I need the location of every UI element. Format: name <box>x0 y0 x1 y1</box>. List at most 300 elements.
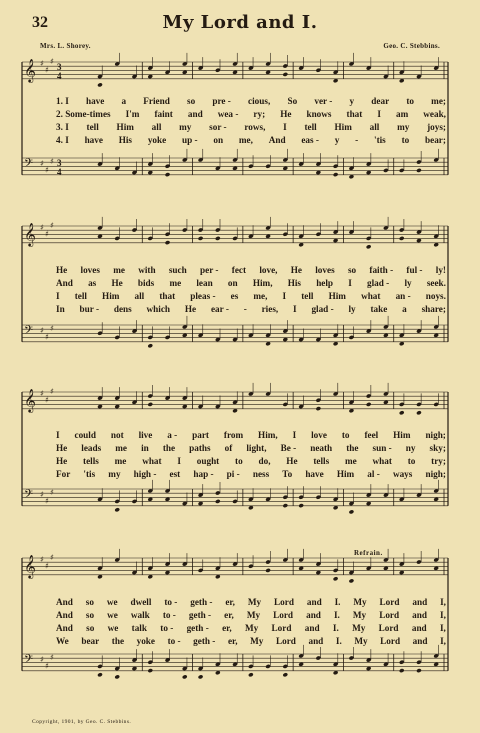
lyric-syllable: geth - <box>193 636 216 646</box>
lyric-syllable: His <box>287 278 301 288</box>
lyric-syllable: what <box>142 456 162 466</box>
key-sharp: ♯ <box>45 229 49 239</box>
lyric-syllable: ness <box>252 469 270 479</box>
key-sharp: ♯ <box>50 56 54 66</box>
lyric-syllable: me <box>344 456 357 466</box>
lyric-syllable: hap - <box>193 469 214 479</box>
note-head <box>298 503 304 508</box>
lyric-syllable: faith - <box>369 265 394 275</box>
note-head <box>416 668 422 673</box>
lyric-syllable: me <box>114 456 127 466</box>
lyric-syllable: I. <box>332 623 339 633</box>
note-head <box>114 507 120 512</box>
note-head <box>198 674 204 679</box>
lyric-syllable: dear <box>371 96 390 106</box>
lyric-syllable: walk <box>130 610 150 620</box>
lyric-syllable: to - <box>164 597 178 607</box>
lyric-syllable: 2. Some-times <box>56 109 111 119</box>
lyric-syllable: Him <box>393 430 411 440</box>
lyric-syllable: to - <box>162 610 176 620</box>
lyric-syllable: so <box>86 623 95 633</box>
lyric-syllable: Him <box>328 291 346 301</box>
lyric-syllable: My <box>354 636 368 646</box>
lyric-syllable: I <box>348 278 352 288</box>
lyric-syllable: 3. I <box>56 122 69 132</box>
lyric-syllable: to <box>235 456 243 466</box>
note-head <box>215 499 221 504</box>
lyric-syllable: For <box>56 469 71 479</box>
lyric-syllable: He <box>290 265 302 275</box>
lyric-syllable: me, <box>238 135 253 145</box>
lyric-syllable: bear <box>81 636 100 646</box>
lyric-syllable: er, <box>222 623 232 633</box>
lyric-syllable: and <box>412 610 427 620</box>
lyric-syllable: My <box>246 610 261 620</box>
lyric-syllable: help <box>316 278 334 288</box>
lyric-syllable: tell <box>301 291 314 301</box>
lyric-verse-4 <box>56 468 446 481</box>
note-head <box>97 672 103 677</box>
lyric-syllable: leads <box>81 443 102 453</box>
lyric-syllable: the <box>162 443 176 453</box>
lyric-syllable: ly <box>348 304 356 314</box>
lyric-verse-4 <box>56 134 446 147</box>
note-head <box>366 402 372 407</box>
key-sharp: ♯ <box>40 555 44 564</box>
key-sharp: ♯ <box>45 165 49 175</box>
note-head <box>349 509 355 514</box>
page-number: 32 <box>32 14 48 31</box>
lyric-syllable: I, <box>440 610 446 620</box>
lyric-syllable: I. <box>333 610 340 620</box>
note-head <box>114 674 120 679</box>
lyric-syllable: And <box>268 135 286 145</box>
lyric-syllable: on <box>213 135 224 145</box>
lyric-syllable: Him <box>116 122 134 132</box>
note-head <box>282 72 288 77</box>
lyric-syllable: noys. <box>425 291 446 301</box>
lyric-syllable: 4. I <box>56 135 69 145</box>
lyrics-system-3 <box>56 429 446 481</box>
lyric-syllable: pre - <box>212 96 231 106</box>
lyric-syllable: In <box>56 304 65 314</box>
lyric-syllable: er, <box>224 610 234 620</box>
lyric-syllable: my <box>397 122 410 132</box>
lyric-syllable: an - <box>395 291 411 301</box>
lyric-syllable: we <box>107 623 119 633</box>
lyric-syllable: Him, <box>252 278 273 288</box>
lyric-syllable: est <box>169 469 181 479</box>
lyric-verse-2 <box>56 108 446 121</box>
lyric-syllable: feel <box>364 430 379 440</box>
lyric-syllable: I. <box>335 636 342 646</box>
note-head <box>265 568 271 573</box>
lyric-syllable: me, <box>253 291 268 301</box>
lyric-syllable: glad - <box>311 304 334 314</box>
key-sharp: ♯ <box>50 488 54 498</box>
treble-clef: 𝄞 <box>24 222 36 246</box>
key-sharp: ♯ <box>40 389 44 398</box>
bass-clef: 𝄢 <box>24 488 34 504</box>
key-sharp: ♯ <box>45 65 49 75</box>
lyric-syllable: so <box>347 265 357 275</box>
note-head <box>416 168 422 173</box>
lyric-syllable: try; <box>431 456 446 466</box>
key-sharp: ♯ <box>50 386 54 396</box>
lyric-syllable: Friend <box>143 96 170 106</box>
lyric-syllable: what <box>361 291 381 301</box>
lyric-verse-1 <box>56 596 446 609</box>
bass-clef: 𝄢 <box>24 157 34 173</box>
lyric-syllable: share; <box>421 304 446 314</box>
lyric-syllable: from <box>223 430 244 440</box>
note-head <box>165 172 171 177</box>
key-sharp: ♯ <box>45 496 49 506</box>
lyric-syllable: tell <box>74 291 87 301</box>
lyric-syllable: the <box>346 443 359 453</box>
lyric-verse-2 <box>56 442 446 455</box>
lyric-syllable: loves <box>315 265 335 275</box>
lyric-syllable: take <box>370 304 388 314</box>
lyric-syllable: live <box>138 430 153 440</box>
lyric-syllable: Be - <box>280 443 297 453</box>
key-sharp: ♯ <box>40 159 44 169</box>
lyric-syllable: so <box>85 610 95 620</box>
time-signature-top: 3 <box>57 62 62 72</box>
note-head <box>282 672 288 677</box>
lyric-syllable: pleas - <box>190 291 216 301</box>
lyric-syllable: a - <box>167 430 178 440</box>
lyric-syllable: to <box>406 96 414 106</box>
lyric-syllable: nigh; <box>425 469 446 479</box>
note-head <box>215 236 221 241</box>
note-head <box>97 82 103 87</box>
lyrics-system-1 <box>56 95 446 147</box>
lyric-syllable: yoke <box>147 135 167 145</box>
key-sharp: ♯ <box>40 326 44 336</box>
lyric-syllable: I <box>282 291 287 301</box>
note-head <box>333 576 339 581</box>
lyric-syllable: such <box>168 265 187 275</box>
note-head <box>198 236 204 241</box>
note-head <box>147 668 153 673</box>
lyric-syllable: ry; <box>253 109 266 119</box>
lyric-syllable: a <box>121 96 127 106</box>
key-sharp: ♯ <box>50 552 54 562</box>
lyric-syllable: ways <box>392 469 413 479</box>
lyric-syllable: have <box>84 135 103 145</box>
lyric-syllable: to - <box>167 636 181 646</box>
note-head <box>333 172 339 177</box>
time-signature-top: 3 <box>57 158 62 168</box>
lyric-syllable: of <box>224 443 233 453</box>
lyric-verse-2 <box>56 609 446 622</box>
lyric-syllable: My <box>247 597 262 607</box>
lyric-syllable: my <box>179 122 192 132</box>
lyric-syllable: Him, <box>258 430 278 440</box>
lyric-syllable: fect <box>231 265 247 275</box>
lyric-syllable: And <box>56 623 73 633</box>
lyric-syllable: My <box>352 623 366 633</box>
lyric-syllable: which <box>146 304 171 314</box>
lyric-syllable: the <box>111 636 125 646</box>
lyric-syllable: y <box>334 135 340 145</box>
lyric-syllable: So <box>287 96 298 106</box>
lyric-syllable: ly! <box>435 265 446 275</box>
lyric-syllable: and <box>304 623 320 633</box>
lyric-syllable: ear - <box>210 304 229 314</box>
lyric-syllable: And <box>56 597 73 607</box>
lyric-syllable: He <box>56 265 68 275</box>
lyric-syllable: To <box>282 469 293 479</box>
lyric-syllable: I <box>283 122 287 132</box>
lyric-syllable: ful - <box>406 265 423 275</box>
lyric-syllable: sun - <box>372 443 392 453</box>
lyric-syllable: neath <box>310 443 333 453</box>
lyric-syllable: have <box>305 469 324 479</box>
lyric-verse-4 <box>56 303 446 316</box>
lyric-syllable: as <box>88 278 97 288</box>
lyric-syllable: and <box>306 597 322 607</box>
lyric-syllable: And <box>56 278 73 288</box>
lyric-syllable: Lord <box>379 610 400 620</box>
key-sharp: ♯ <box>50 653 54 663</box>
note-head <box>282 503 288 508</box>
lyric-syllable: 1. I <box>56 96 69 106</box>
lyric-verse-1 <box>56 95 446 108</box>
key-sharp: ♯ <box>45 661 49 671</box>
copyright-notice: Copyright, 1901, by Geo. C. Stebbins. <box>32 719 132 725</box>
lyric-syllable: glad - <box>367 278 390 288</box>
lyric-syllable: all <box>369 122 380 132</box>
lyric-syllable: I, <box>440 597 446 607</box>
lyrics-system-2 <box>56 264 446 316</box>
lyric-syllable: all <box>151 122 162 132</box>
note-head <box>182 674 188 679</box>
lyric-syllable: to - <box>160 623 174 633</box>
lyric-syllable: 'tis <box>83 469 96 479</box>
key-sharp: ♯ <box>40 490 44 500</box>
words-credit: Mrs. L. Shorey. <box>40 42 91 50</box>
lyric-syllable: ver - <box>314 96 333 106</box>
key-sharp: ♯ <box>40 655 44 665</box>
lyric-syllable: part <box>192 430 209 440</box>
lyric-syllable: ries, <box>261 304 279 314</box>
lyric-syllable: Him <box>102 291 120 301</box>
lyric-syllable: per - <box>200 265 219 275</box>
lyric-syllable: My <box>244 623 259 633</box>
lyric-syllable: talk <box>131 623 147 633</box>
lyric-syllable: and <box>187 109 203 119</box>
lyric-syllable: me <box>169 278 182 288</box>
key-sharp: ♯ <box>45 395 49 405</box>
lyric-syllable: that <box>159 291 176 301</box>
lyric-syllable: so <box>187 96 196 106</box>
lyric-syllable: and <box>412 597 428 607</box>
treble-clef: 𝄞 <box>24 554 36 578</box>
key-sharp: ♯ <box>45 332 49 342</box>
lyric-syllable: knows <box>306 109 332 119</box>
lyric-syllable: dwell <box>130 597 152 607</box>
lyric-syllable: love <box>311 430 327 440</box>
lyric-syllable: dens <box>113 304 132 314</box>
lyric-syllable: bids <box>137 278 155 288</box>
hymn-title: My Lord and I. <box>162 12 318 33</box>
lyric-syllable: all <box>134 291 145 301</box>
lyric-syllable: loves <box>80 265 100 275</box>
lyric-syllable: - <box>243 304 247 314</box>
lyric-syllable: He <box>56 456 68 466</box>
lyric-syllable: I <box>377 109 381 119</box>
lyric-syllable: to <box>401 135 410 145</box>
lyric-syllable: ought <box>196 456 220 466</box>
music-credit: Geo. C. Stebbins. <box>383 42 440 50</box>
lyric-syllable: to <box>407 456 416 466</box>
lyric-syllable: joys; <box>427 122 446 132</box>
key-sharp: ♯ <box>50 324 54 334</box>
lyric-syllable: Lord <box>275 636 296 646</box>
lyric-syllable: do, <box>258 456 271 466</box>
time-signature-bottom: 4 <box>57 166 62 177</box>
lyric-syllable: high - <box>133 469 157 479</box>
lyric-syllable: He <box>286 456 298 466</box>
lyric-syllable: and <box>308 636 324 646</box>
lyrics-system-4 <box>56 596 446 648</box>
lyric-syllable: Lord <box>273 610 294 620</box>
lyric-syllable: seek. <box>426 278 446 288</box>
lyric-syllable: we <box>107 610 118 620</box>
lyric-syllable: eas - <box>301 135 319 145</box>
lyric-syllable: We <box>56 636 69 646</box>
lyric-syllable: Lord <box>380 636 401 646</box>
lyric-syllable: My <box>353 597 367 607</box>
lyric-syllable: have <box>85 96 105 106</box>
lyric-syllable: with <box>138 265 156 275</box>
lyric-syllable: am <box>395 109 409 119</box>
note-head <box>165 240 171 245</box>
lyric-syllable: I <box>177 456 181 466</box>
note-head <box>349 578 355 583</box>
lyric-syllable: not <box>110 430 124 440</box>
lyric-syllable: I, <box>440 636 446 646</box>
lyric-syllable: Him <box>334 122 352 132</box>
lyric-syllable: er, <box>227 636 238 646</box>
lyric-syllable: sor - <box>209 122 227 132</box>
key-sharp: ♯ <box>40 223 44 232</box>
lyric-verse-3 <box>56 622 446 635</box>
lyric-syllable: weak, <box>423 109 446 119</box>
lyric-syllable: my <box>108 469 121 479</box>
lyric-syllable: tells <box>83 456 99 466</box>
lyric-syllable: I, <box>439 623 446 633</box>
lyric-syllable: me; <box>431 96 446 106</box>
lyric-syllable: Lord <box>274 597 294 607</box>
lyric-syllable: bear; <box>425 135 446 145</box>
lyric-syllable: I. <box>334 597 341 607</box>
note-head <box>416 410 422 415</box>
lyric-syllable: up - <box>181 135 198 145</box>
lyric-syllable: and <box>306 610 321 620</box>
key-sharp: ♯ <box>50 220 54 230</box>
lyric-syllable: that <box>346 109 363 119</box>
lyric-syllable: - <box>355 135 359 145</box>
lyric-syllable: He <box>56 443 68 453</box>
note-head <box>399 668 405 673</box>
lyric-syllable: faint <box>154 109 173 119</box>
treble-clef: 𝄞 <box>24 58 36 82</box>
lyric-syllable: geth - <box>188 610 212 620</box>
note-head <box>147 402 153 407</box>
lyric-syllable: to <box>341 430 350 440</box>
lyric-syllable: al - <box>367 469 380 479</box>
lyric-syllable: geth - <box>186 623 209 633</box>
lyric-syllable: geth - <box>190 597 213 607</box>
lyric-syllable: in <box>141 443 149 453</box>
key-sharp: ♯ <box>50 157 54 167</box>
key-sharp: ♯ <box>45 561 49 571</box>
treble-clef: 𝄞 <box>24 388 36 412</box>
lyric-syllable: I <box>56 430 60 440</box>
lyric-syllable: My <box>352 610 367 620</box>
lyric-syllable: pi - <box>226 469 240 479</box>
lyric-syllable: bur - <box>79 304 100 314</box>
lyric-verse-1 <box>56 264 446 277</box>
time-signature-bottom: 4 <box>57 70 62 81</box>
lyric-syllable: ny <box>405 443 416 453</box>
lyric-verse-3 <box>56 121 446 134</box>
lyric-syllable: y <box>349 96 355 106</box>
lyric-syllable: lean <box>196 278 213 288</box>
note-head <box>366 244 372 249</box>
lyric-syllable: and <box>411 623 427 633</box>
bass-clef: 𝄢 <box>24 324 34 340</box>
lyric-syllable: Lord <box>271 623 292 633</box>
lyric-syllable: He <box>280 109 292 119</box>
lyric-syllable: we <box>106 597 118 607</box>
lyric-syllable: tell <box>304 122 317 132</box>
lyric-syllable: tells <box>313 456 330 466</box>
note-head <box>399 236 405 241</box>
lyric-syllable: He <box>184 304 197 314</box>
lyric-syllable: and <box>412 636 428 646</box>
lyric-syllable: rows, <box>244 122 266 132</box>
lyric-syllable: And <box>56 610 73 620</box>
lyric-syllable: 'tis <box>374 135 386 145</box>
lyric-syllable: light, <box>246 443 267 453</box>
lyric-syllable: could <box>74 430 96 440</box>
lyric-syllable: I <box>292 430 297 440</box>
lyric-syllable: me <box>113 265 125 275</box>
lyric-syllable: what <box>372 456 392 466</box>
bass-clef: 𝄢 <box>24 653 34 669</box>
lyric-syllable: a <box>402 304 407 314</box>
note-head <box>399 410 405 415</box>
note-head <box>316 406 322 411</box>
lyric-syllable: I <box>293 304 297 314</box>
lyric-syllable: sky; <box>429 443 446 453</box>
lyric-syllable: me <box>115 443 128 453</box>
lyric-syllable: er, <box>225 597 235 607</box>
lyric-syllable: es <box>230 291 239 301</box>
lyric-syllable: I <box>56 291 60 301</box>
lyric-syllable: love, <box>259 265 278 275</box>
lyric-syllable: My <box>250 636 264 646</box>
note-head <box>147 343 153 348</box>
lyric-syllable: His <box>118 135 133 145</box>
lyric-syllable: wea - <box>217 109 239 119</box>
lyric-verse-3 <box>56 455 446 468</box>
lyric-verse-2 <box>56 277 446 290</box>
